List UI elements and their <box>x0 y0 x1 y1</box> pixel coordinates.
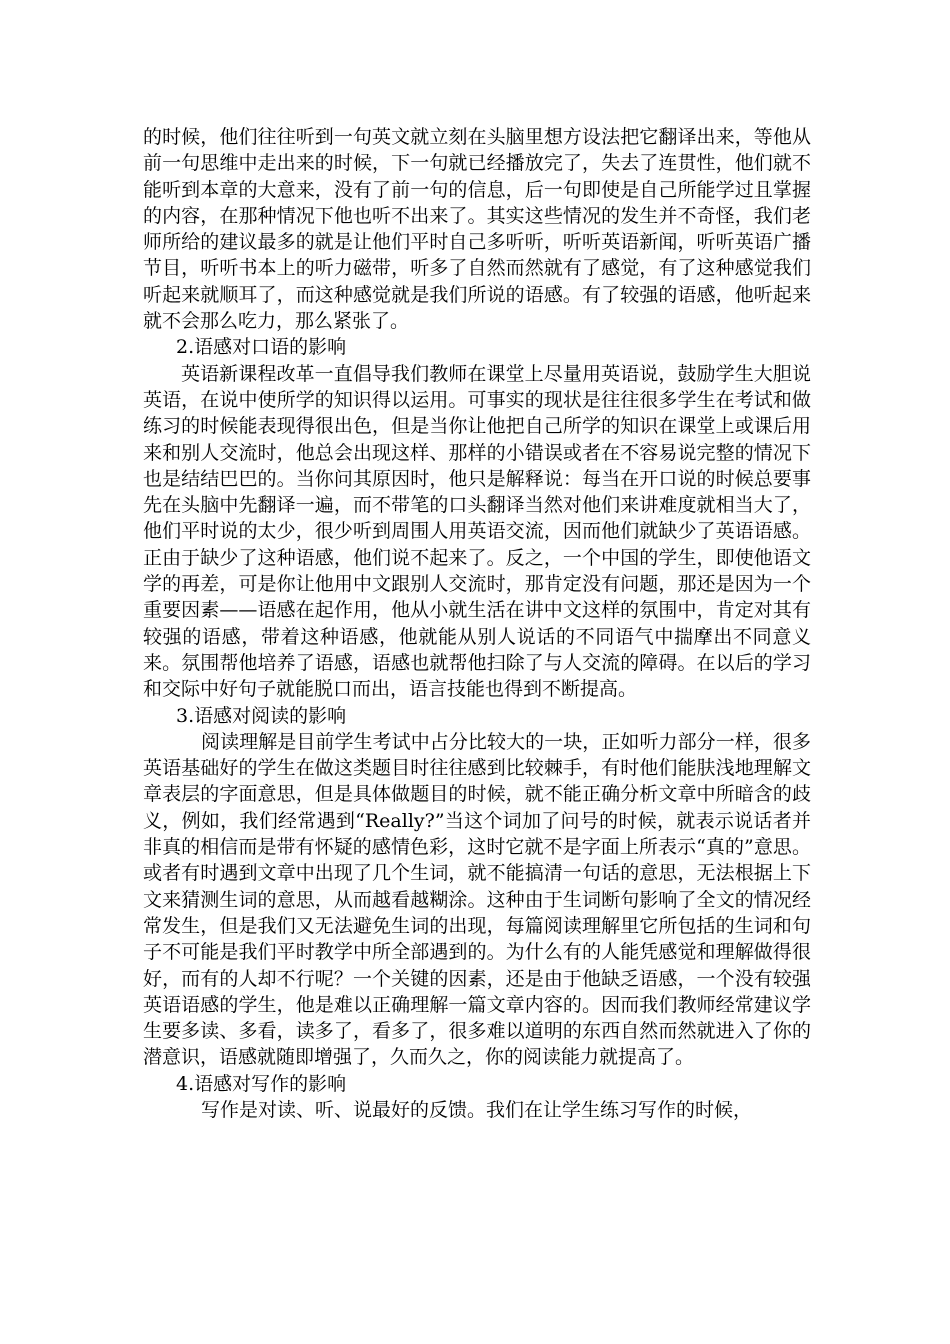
body-paragraph-listening: 的时候，他们往往听到一句英文就立刻在头脑里想方设法把它翻译出来，等他从前一句思维中走出来的时候，下一句就已经播放完了，失去了连贯性，他们就不能听到本章的大意来，没有了前一句的信息，后一句即使是自己所能学过且掌握的内容，在那种情况下他也听不出来了。其实这些情况的发生并不奇怪，我们老师所给的建议最多的就是让他们平时自己多听听，听听英语新闻，听听英语广播节目，听听书本上的听力磁带，听多了自然而然就有了感觉，有了这种感觉我们听起来就顺耳了，而这种感觉就是我们所说的语感。有了较强的语感，他听起来就不会那么吃力，那么紧张了。 <box>143 126 811 333</box>
document-page <box>143 124 811 1123</box>
body-paragraph-speaking: 英语新课程改革一直倡导我们教师在课堂上尽量用英语说，鼓励学生大胆说英语，在说中使所学的知识得以运用。可事实的现状是往往很多学生在考试和做练习的时候能表现得很出色，但是当你让他把自己所学的知识在课堂上或课后用来和别人交流时，他总会出现这样、那样的小错误或者在不容易说完整的情况下也是结结巴巴的。当你问其原因时，他只是解释说：每当在开口说的时候总要事先在头脑中先翻译一遍，而不带笔的口头翻译当然对他们来讲难度就相当大了，他们平时说的太少，很少听到周围人用英语交流，因而他们就缺少了英语语感。正由于缺少了这种语感，他们说不起来了。反之，一个中国的学生，即使他语文学的再差，可是你让他用中文跟别人交流时，那肯定没有问题，那还是因为一个重要因素——语感在起作用，他从小就生活在讲中文这样的氛围中，肯定对其有较强的语感，带着这种语感，他就能从别人说话的不同语气中揣摩出不同意义来。氛围帮他培养了语感，语感也就帮他扫除了与人交流的障碍。在以后的学习和交际中好句子就能脱口而出，语言技能也得到不断提高。 <box>143 362 811 701</box>
body-paragraph-reading: 阅读理解是目前学生考试中占分比较大的一块，正如听力部分一样，很多英语基础好的学生在做这类题目时往往感到比较棘手，有时他们能肤浅地理解文章表层的字面意思，但是具体做题目的时候，就不能正确分析文章中所暗含的歧义，例如，我们经常遇到“Really?”当这个词加了问号的时候，就表示说话者并非真的相信而是带有怀疑的感情色彩，这时它就不是字面上所表示“真的”意思。或者有时遇到文章中出现了几个生词，就不能搞清一句话的意思，无法根据上下文来猜测生词的意思，从而越看越糊涂。这种由于生词断句影响了全文的情况经常发生，但是我们又无法避免生词的出现，每篇阅读理解里它所包括的生词和句子不可能是我们平时教学中所全部遇到的。为什么有的人能凭感觉和理解做得很好，而有的人却不行呢？一个关键的因素，还是由于他缺乏语感，一个没有较强英语语感的学生，他是难以正确理解一篇文章内容的。因而我们教师经常建议学生要多读、多看，读多了，看多了，很多难以道明的东西自然而然就进入了你的潜意识，语感就随即增强了，久而久之，你的阅读能力就提高了。 <box>143 730 811 1069</box>
section-heading-writing: 4.语感对写作的影响 <box>176 1072 347 1095</box>
body-paragraph-writing: 写作是对读、听、说最好的反馈。我们在让学生练习写作的时候， <box>201 1098 753 1121</box>
section-heading-reading: 3.语感对阅读的影响 <box>176 704 347 727</box>
section-heading-speaking: 2.语感对口语的影响 <box>176 336 347 359</box>
